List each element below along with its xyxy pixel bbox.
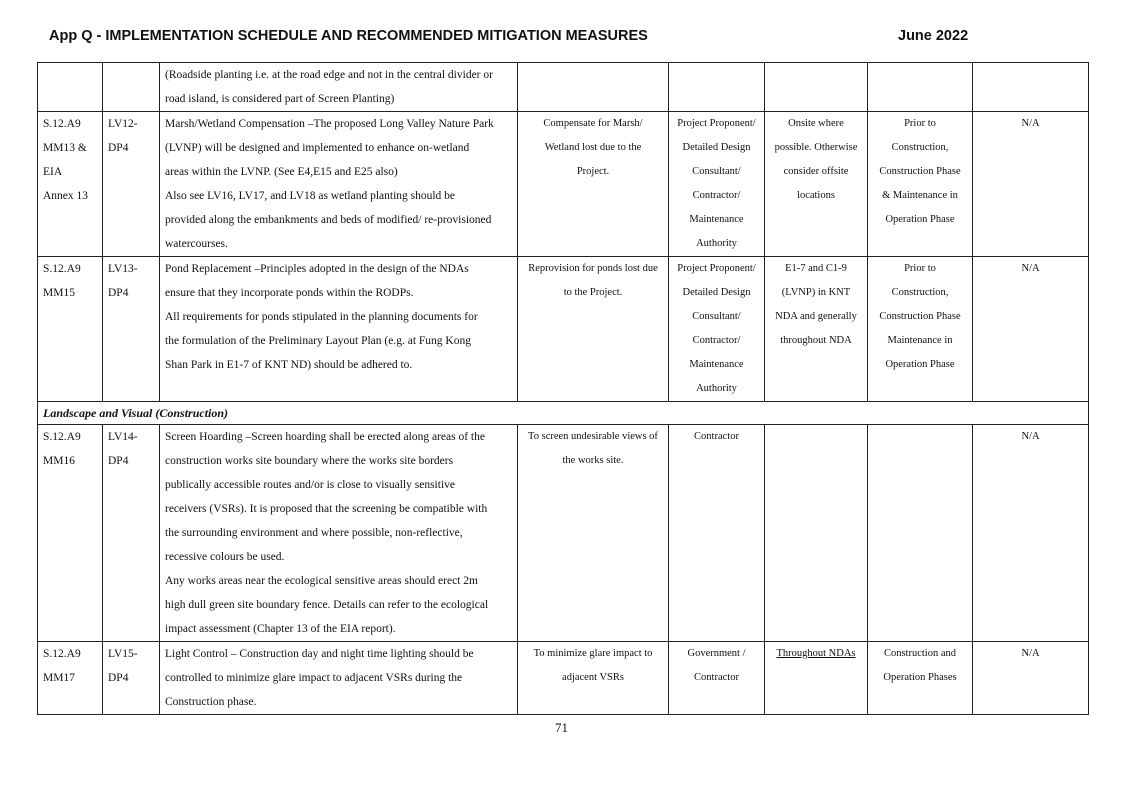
measure-cell (160, 642, 518, 715)
cell-line: Contractor/ (692, 335, 741, 346)
cell-line: Contractor (694, 431, 739, 442)
cell-line: To screen undesirable views of (528, 431, 658, 442)
cell-line: (Roadside planting i.e. at the road edge and not in the central divider or (165, 69, 493, 81)
code-cell (103, 63, 160, 112)
cell-line: MM17 (43, 672, 75, 684)
cell-line: Wetland lost due to the (544, 142, 642, 153)
table-row (38, 257, 1089, 402)
cell-line: Construction Phase (879, 311, 961, 322)
cell-line: locations (797, 190, 835, 201)
status-cell (973, 642, 1089, 715)
cell-line: EIA (43, 166, 63, 178)
cell-line: NDA and generally (775, 311, 857, 322)
cell-line: Project Proponent/ (677, 118, 756, 129)
objective-cell (518, 642, 669, 715)
timing-cell (868, 112, 973, 257)
table-row (38, 425, 1089, 642)
cell-line: Also see LV16, LV17, and LV18 as wetland planting should be (165, 190, 456, 202)
cell-line: LV14- (108, 431, 138, 443)
cell-line: construction works site boundary where the works site borders (165, 455, 454, 467)
timing-cell (868, 425, 973, 642)
cell-line: Compensate for Marsh/ (543, 118, 643, 129)
cell-line: adjacent VSRs (562, 672, 624, 683)
status-cell (973, 425, 1089, 642)
cell-line: MM15 (43, 287, 75, 299)
cell-line: N/A (1021, 118, 1040, 129)
cell-line: receivers (VSRs). It is proposed that the screening be compatible with (165, 503, 488, 515)
cell-line: the surrounding environment and where possible, non-reflective, (165, 527, 463, 539)
document-title: App Q - IMPLEMENTATION SCHEDULE AND RECOMMENDED MITIGATION MEASURES (49, 28, 648, 44)
location-cell (765, 425, 868, 642)
cell-line: Throughout NDAs (776, 648, 856, 659)
cell-line: Maintenance in (887, 335, 953, 346)
cell-line: Construction phase. (165, 696, 257, 708)
cell-line: Prior to (904, 118, 936, 129)
cell-line: areas within the LVNP. (See E4,E15 and E25 also) (165, 166, 398, 178)
code-cell (103, 257, 160, 402)
ref-cell (38, 112, 103, 257)
cell-line: Screen Hoarding –Screen hoarding shall be erected along areas of the (165, 431, 485, 443)
cell-line: Operation Phase (885, 214, 955, 225)
cell-line: Maintenance (689, 214, 744, 225)
cell-line: Detailed Design (682, 287, 751, 298)
code-cell (103, 112, 160, 257)
cell-line: LV12- (108, 118, 138, 130)
status-cell (973, 257, 1089, 402)
cell-line: DP4 (108, 142, 129, 154)
cell-line: Maintenance (689, 359, 744, 370)
ref-cell (38, 63, 103, 112)
location-cell (765, 257, 868, 402)
cell-line: Project. (576, 166, 610, 177)
cell-line: road island, is considered part of Screen Planting) (165, 93, 395, 105)
cell-line: the works site. (562, 455, 624, 466)
cell-line: Construction, (891, 142, 949, 153)
cell-line: Prior to (904, 263, 936, 274)
cell-line: S.12.A9 (43, 263, 81, 275)
location-cell (765, 63, 868, 112)
cell-line: (LVNP) in KNT (781, 287, 851, 298)
cell-line: Authority (696, 383, 737, 394)
objective-cell (518, 425, 669, 642)
measure-cell (160, 63, 518, 112)
cell-line: Contractor/ (692, 190, 741, 201)
cell-line: possible. Otherwise (774, 142, 858, 153)
cell-line: impact assessment (Chapter 13 of the EIA report). (165, 623, 396, 635)
cell-line: Project Proponent/ (677, 263, 756, 274)
document-date: June 2022 (898, 28, 969, 44)
agent-cell (669, 257, 765, 402)
cell-line: Contractor (694, 672, 739, 683)
objective-cell (518, 112, 669, 257)
page-number: 71 (555, 720, 568, 735)
location-cell (765, 642, 868, 715)
timing-cell (868, 63, 973, 112)
section-heading: Landscape and Visual (Construction) (38, 402, 1089, 425)
cell-line: S.12.A9 (43, 118, 81, 130)
cell-line: controlled to minimize glare impact to adjacent VSRs during the (165, 672, 463, 684)
ref-cell (38, 425, 103, 642)
timing-cell (868, 642, 973, 715)
cell-line: Annex 13 (43, 190, 89, 202)
objective-cell (518, 257, 669, 402)
cell-line: watercourses. (165, 238, 228, 250)
cell-line: MM13 & (43, 142, 87, 154)
cell-line: Reprovision for ponds lost due (528, 263, 658, 274)
implementation-schedule-table (37, 62, 1089, 715)
cell-line: (LVNP) will be designed and implemented to enhance on-wetland (165, 142, 470, 154)
cell-line: ensure that they incorporate ponds within the RODPs. (165, 287, 414, 299)
cell-line: DP4 (108, 455, 129, 467)
cell-line: throughout NDA (780, 335, 852, 346)
cell-line: Detailed Design (682, 142, 751, 153)
cell-line: Consultant/ (692, 166, 741, 177)
cell-line: recessive colours be used. (165, 551, 285, 563)
measure-cell (160, 112, 518, 257)
cell-line: N/A (1021, 431, 1040, 442)
cell-line: Consultant/ (692, 311, 741, 322)
cell-line: to the Project. (563, 287, 623, 298)
cell-line: DP4 (108, 672, 129, 684)
code-cell (103, 642, 160, 715)
cell-line: consider offsite (783, 166, 849, 177)
cell-line: Authority (696, 238, 737, 249)
cell-line: provided along the embankments and beds of modified/ re-provisioned (165, 214, 492, 226)
agent-cell (669, 112, 765, 257)
cell-line: the formulation of the Preliminary Layout Plan (e.g. at Fung Kong (165, 335, 471, 347)
cell-line: E1-7 and C1-9 (785, 263, 847, 274)
cell-line: high dull green site boundary fence. Details can refer to the ecological (165, 599, 489, 611)
cell-line: Shan Park in E1-7 of KNT ND) should be adhered to. (165, 359, 413, 371)
cell-line: All requirements for ponds stipulated in the planning documents for (165, 311, 478, 323)
cell-line: Construction, (891, 287, 949, 298)
table-row (38, 63, 1089, 112)
cell-line: N/A (1021, 263, 1040, 274)
agent-cell (669, 63, 765, 112)
cell-line: Operation Phase (885, 359, 955, 370)
cell-line: To minimize glare impact to (533, 648, 653, 659)
table-row (38, 642, 1089, 715)
section-row (38, 402, 1089, 425)
ref-cell (38, 642, 103, 715)
cell-line: Operation Phases (883, 672, 957, 683)
status-cell (973, 112, 1089, 257)
cell-line: LV13- (108, 263, 138, 275)
objective-cell (518, 63, 669, 112)
cell-line: LV15- (108, 648, 138, 660)
cell-line: Government / (687, 648, 746, 659)
cell-line: S.12.A9 (43, 431, 81, 443)
cell-line: Marsh/Wetland Compensation –The proposed Long Valley Nature Park (165, 118, 494, 130)
cell-line: DP4 (108, 287, 129, 299)
cell-line: MM16 (43, 455, 75, 467)
measure-cell (160, 425, 518, 642)
cell-line: & Maintenance in (882, 190, 958, 201)
cell-line: Pond Replacement –Principles adopted in the design of the NDAs (165, 263, 469, 275)
cell-line: N/A (1021, 648, 1040, 659)
measure-cell (160, 257, 518, 402)
cell-line: S.12.A9 (43, 648, 81, 660)
timing-cell (868, 257, 973, 402)
cell-line: Any works areas near the ecological sensitive areas should erect 2m (165, 575, 478, 587)
ref-cell (38, 257, 103, 402)
code-cell (103, 425, 160, 642)
status-cell (973, 63, 1089, 112)
cell-line: publically accessible routes and/or is close to visually sensitive (165, 479, 455, 491)
cell-line: Light Control – Construction day and night time lighting should be (165, 648, 474, 660)
location-cell (765, 112, 868, 257)
table-row (38, 112, 1089, 257)
cell-line: Construction Phase (879, 166, 961, 177)
cell-line: Onsite where (788, 118, 844, 129)
cell-line: Construction and (883, 648, 957, 659)
agent-cell (669, 425, 765, 642)
agent-cell (669, 642, 765, 715)
